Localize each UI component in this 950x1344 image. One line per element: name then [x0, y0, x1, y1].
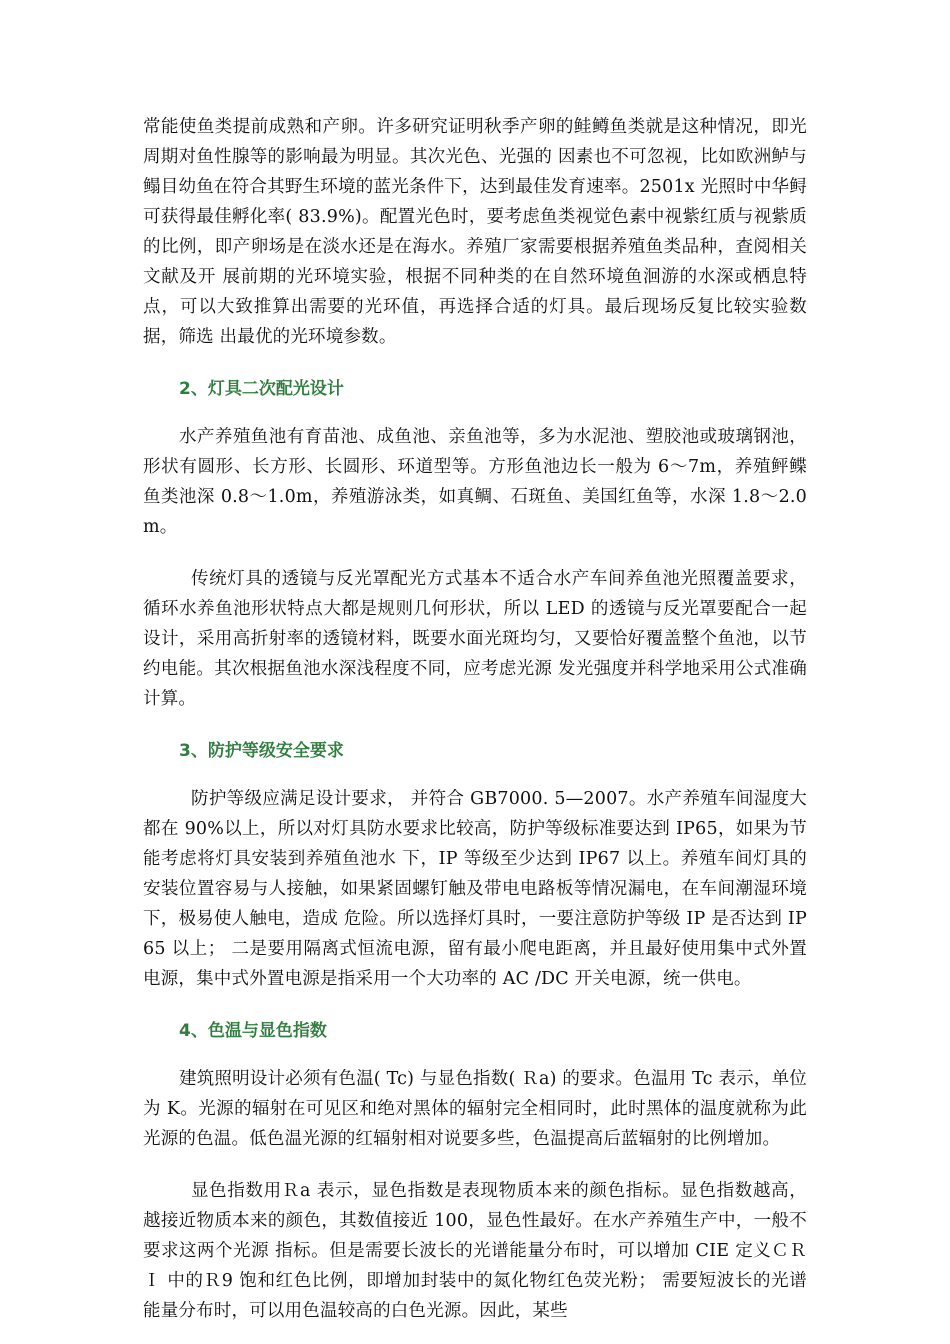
paragraph-protection-requirements: 防护等级应满足设计要求， 并符合 GB7000. 5—2007。水产养殖车间湿度大都在 90%以上，所以对灯具防水要求比较高，防护等级标准要达到 IP65，如果为节能考虑将灯具安装到养殖鱼池水 下，IP 等级至少达到 IP67 以上。养殖车间灯具的安装位置容易与人接触，如果紧固螺钉触及带电电路板等情况漏电，在车间潮湿环境下，极易使人触电，造成 危险。所以选择灯具时，一要注意防护等级 IP 是否达到 IP65 以上； 二是要用隔离式恒流电源，留有最小爬电距离，并且最好使用集中式外置电源，集中式外置电源是指采用一个大功率的 AC /DC 开关电源，统一供电。 — [143, 789, 807, 989]
paragraph-color-temperature: 建筑照明设计必须有色温( Tc) 与显色指数( Ｒa) 的要求。色温用 Tc 表示，单位为 K。光源的辐射在可见区和绝对黑体的辐射完全相同时，此时黑体的温度就称为此光源的色温。低色温光源的红辐射相对说要多些，色温提高后蓝辐射的比例增加。 — [143, 1069, 807, 1149]
paragraph-lens-reflector-design: 传统灯具的透镜与反光罩配光方式基本不适合水产车间养鱼池光照覆盖要求，循环水养鱼池形状特点大都是规则几何形状，所以 LED 的透镜与反光罩要配合一起设计，采用高折射率的透镜材料，既要水面光斑均匀，又要恰好覆盖整个鱼池，以节约电能。其次根据鱼池水深浅程度不同，应考虑光源 发光强度并科学地采用公式准确计算。 — [143, 569, 807, 709]
document-page — [143, 112, 807, 1326]
paragraph-color-rendering-index: 显色指数用Ｒa 表示，显色指数是表现物质本来的颜色指标。显色指数越高，越接近物质本来的颜色，其数值接近 100，显色性最好。在水产养殖生产中，一般不要求这两个光源 指标。但是需要长波长的光谱能量分布时，可以增加 CIE 定义ＣＲＩ 中的Ｒ9 饱和红色比例，即增加封装中的氮化物红色荧光粉； 需要短波长的光谱能量分布时，可以用色温较高的白色光源。因此，某些 — [143, 1181, 807, 1321]
section-heading-color-temperature: 4、色温与显色指数 — [179, 1021, 327, 1041]
paragraph-fish-pond-types: 水产养殖鱼池有育苗池、成鱼池、亲鱼池等，多为水泥池、塑胶池或玻璃钢池，形状有圆形、长方形、长圆形、环道型等。方形鱼池边长一般为 6～7m，养殖鲆鲽鱼类池深 0.8～1.0m，养殖游泳类，如真鲷、石斑鱼、美国红鱼等，水深 1.8～2.0m。 — [143, 427, 807, 537]
section-heading-secondary-optics: 2、灯具二次配光设计 — [179, 379, 344, 399]
section-heading-protection-level: 3、防护等级安全要求 — [179, 741, 344, 761]
paragraph-light-color-intensity: 常能使鱼类提前成熟和产卵。许多研究证明秋季产卵的鲑鳟鱼类就是这种情况，即光周期对鱼性腺等的影响最为明显。其次光色、光强的 因素也不可忽视，比如欧洲鲈与鳎目幼鱼在符合其野生环境的蓝光条件下，达到最佳发育速率。2501x 光照时中华鲟可获得最佳孵化率( 83.9%)。配置光色时，要考虑鱼类视觉色素中视紫红质与视紫质的比例，即产卵场是在淡水还是在海水。养殖厂家需要根据养殖鱼类品种，查阅相关文献及开 展前期的光环境实验，根据不同种类的在自然环境鱼洄游的水深或栖息特点，可以大致推算出需要的光环值，再选择合适的灯具。最后现场反复比较实验数据，筛选 出最优的光环境参数。 — [143, 117, 807, 347]
